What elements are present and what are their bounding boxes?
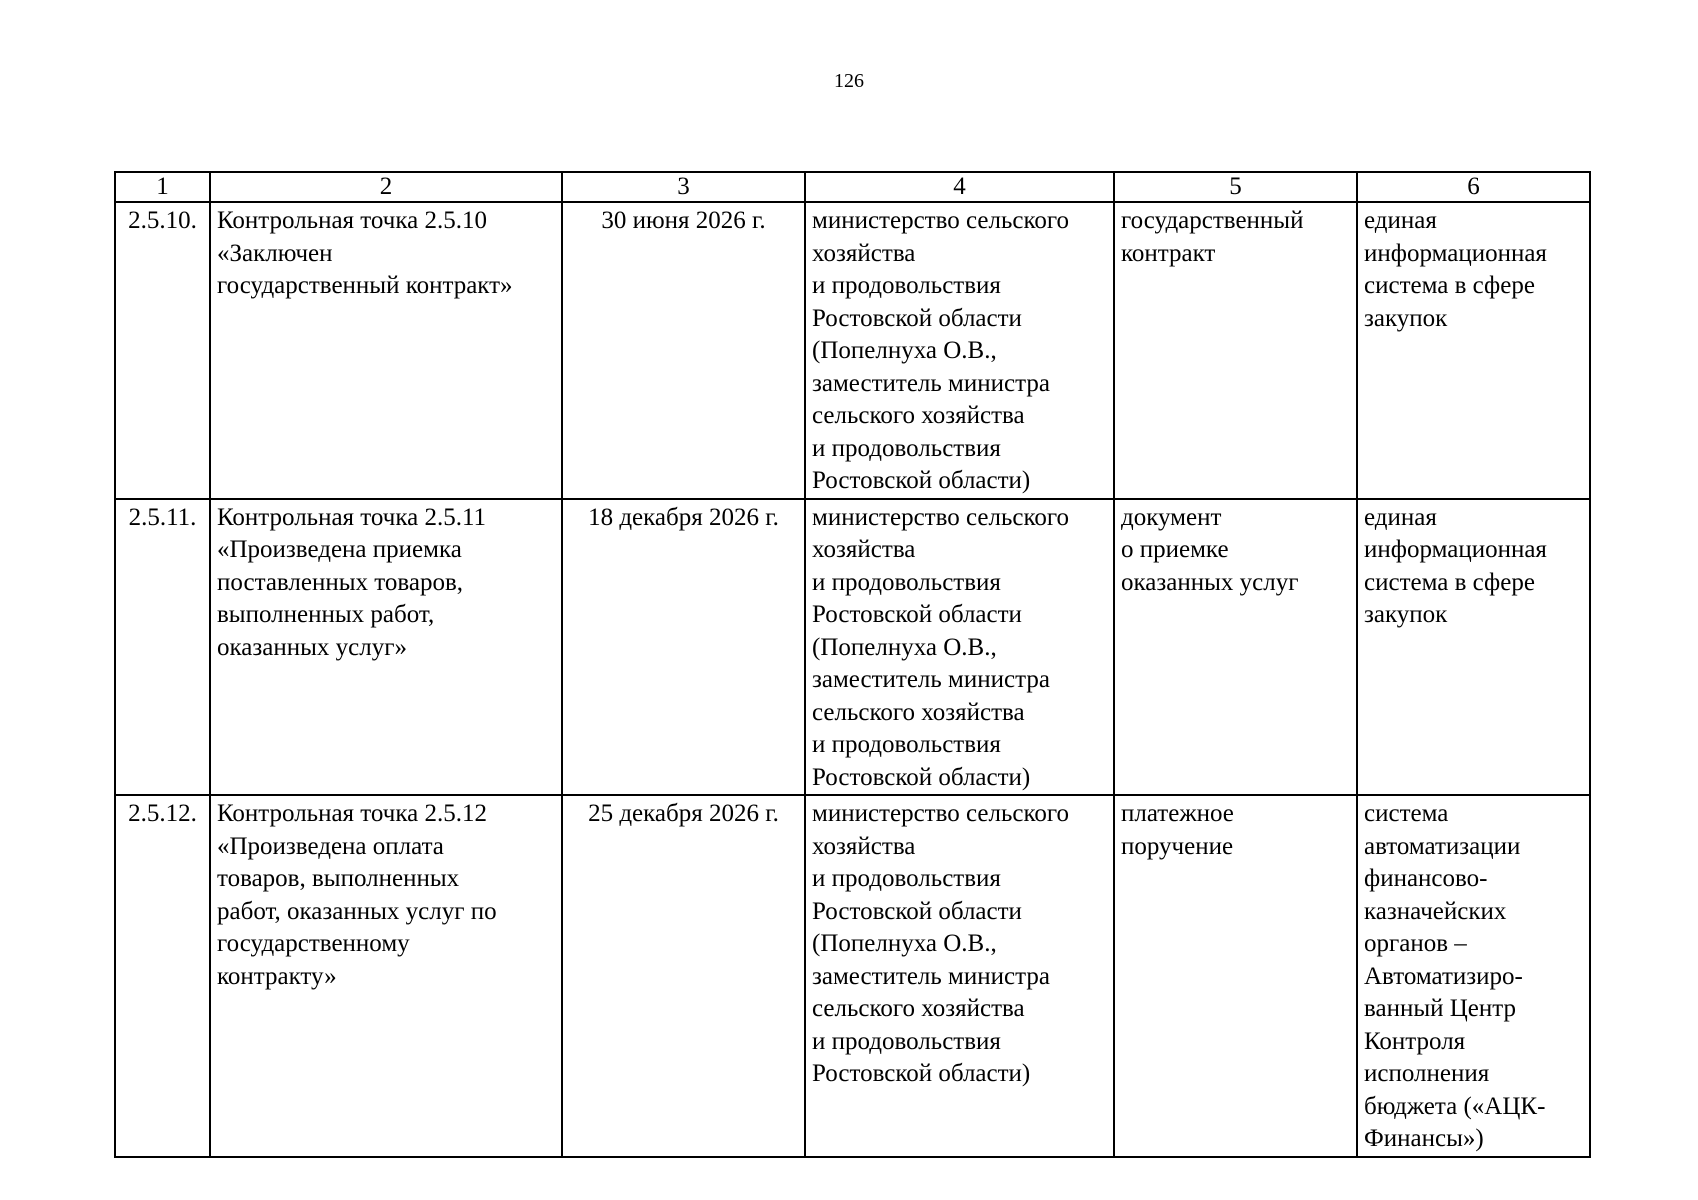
information-system-line: казначейских <box>1364 897 1507 925</box>
information-system-line: органов – <box>1364 930 1467 957</box>
responsible-executor-line: и продовольствия <box>812 434 1001 462</box>
confirming-document-line: контракт <box>1121 239 1216 267</box>
control-point-name-line: работ, оказанных услуг по <box>217 897 497 925</box>
responsible-executor-line: и продовольствия <box>812 568 1001 596</box>
confirming-document-line: документ <box>1121 503 1222 531</box>
information-system-line: Автоматизиро- <box>1364 962 1523 990</box>
information-system-line: информационная <box>1364 536 1547 563</box>
control-point-name-line: Контрольная точка 2.5.12 <box>217 800 487 827</box>
column-header-2: 2 <box>210 172 562 202</box>
control-point-name-cell <box>210 202 562 499</box>
responsible-executor-line: Ростовской области) <box>812 763 1031 791</box>
control-point-name-cell <box>210 795 562 1157</box>
control-point-name-line: «Произведена оплата <box>217 832 444 860</box>
responsible-executor-line: хозяйства <box>812 832 916 860</box>
control-points-table <box>114 171 1591 1158</box>
information-system-line: единая <box>1364 503 1437 531</box>
confirming-document-cell <box>1114 795 1357 1157</box>
information-system-line: Финансы») <box>1364 1125 1484 1152</box>
page-number: 126 <box>834 70 864 92</box>
control-point-name-line: Контрольная точка 2.5.10 <box>217 207 487 234</box>
control-point-date-cell: 18 декабря 2026 г. <box>562 499 805 796</box>
information-system-line: система в сфере <box>1364 272 1535 299</box>
control-point-name-line: контракту» <box>217 962 337 990</box>
control-point-name-line: государственный контракт» <box>217 272 513 299</box>
confirming-document-line: о приемке <box>1121 536 1229 563</box>
control-point-name-line: «Заключен <box>217 239 333 267</box>
control-point-name-line: выполненных работ, <box>217 601 435 628</box>
header-row <box>115 172 1590 202</box>
confirming-document-cell <box>1114 202 1357 499</box>
information-system-cell <box>1357 499 1590 796</box>
control-point-name-line: «Произведена приемка <box>217 536 462 563</box>
responsible-executor-cell <box>805 499 1114 796</box>
information-system-cell <box>1357 795 1590 1157</box>
information-system-line: закупок <box>1364 304 1448 332</box>
column-header-1: 1 <box>115 172 210 202</box>
information-system-line: система в сфере <box>1364 568 1535 596</box>
column-header-3: 3 <box>562 172 805 202</box>
column-header-4: 4 <box>805 172 1114 202</box>
responsible-executor-line: сельского хозяйства <box>812 402 1025 429</box>
column-header-5: 5 <box>1114 172 1357 202</box>
responsible-executor-line: заместитель министра <box>812 369 1050 397</box>
information-system-line: информационная <box>1364 239 1547 267</box>
responsible-executor-line: (Попелнуха О.В., <box>812 633 997 661</box>
responsible-executor-line: и продовольствия <box>812 1027 1001 1055</box>
information-system-line: ванный Центр <box>1364 995 1517 1022</box>
control-point-name-line: поставленных товаров, <box>217 568 463 596</box>
confirming-document-line: поручение <box>1121 832 1234 860</box>
responsible-executor-line: Ростовской области <box>812 897 1022 925</box>
control-point-date-cell: 30 июня 2026 г. <box>562 202 805 499</box>
information-system-line: закупок <box>1364 601 1448 628</box>
responsible-executor-cell <box>805 202 1114 499</box>
information-system-cell <box>1357 202 1590 499</box>
confirming-document-line: оказанных услуг <box>1121 568 1299 596</box>
responsible-executor-line: и продовольствия <box>812 731 1001 758</box>
responsible-executor-line: сельского хозяйства <box>812 995 1025 1022</box>
responsible-executor-line: и продовольствия <box>812 272 1001 299</box>
control-point-name-line: Контрольная точка 2.5.11 <box>217 503 487 531</box>
responsible-executor-line: Ростовской области <box>812 304 1022 332</box>
responsible-executor-line: заместитель министра <box>812 666 1050 693</box>
information-system-line: Контроля <box>1364 1027 1466 1055</box>
control-point-name-cell <box>210 499 562 796</box>
information-system-line: автоматизации <box>1364 832 1521 860</box>
responsible-executor-line: сельского хозяйства <box>812 698 1025 726</box>
information-system-line: бюджета («АЦК- <box>1364 1092 1546 1120</box>
information-system-line: исполнения <box>1364 1060 1490 1087</box>
confirming-document-line: платежное <box>1121 800 1234 827</box>
table-row <box>115 202 1590 499</box>
responsible-executor-line: (Попелнуха О.В., <box>812 337 997 364</box>
responsible-executor-line: министерство сельского <box>812 207 1069 234</box>
information-system-line: финансово- <box>1364 865 1488 892</box>
information-system-line: единая <box>1364 207 1437 234</box>
control-point-name-line: государственному <box>217 930 410 957</box>
table-row <box>115 795 1590 1157</box>
responsible-executor-line: заместитель министра <box>812 962 1050 990</box>
responsible-executor-line: и продовольствия <box>812 865 1001 892</box>
control-point-date-cell: 25 декабря 2026 г. <box>562 795 805 1157</box>
responsible-executor-line: хозяйства <box>812 536 916 563</box>
responsible-executor-line: министерство сельского <box>812 800 1069 827</box>
row-number-cell: 2.5.10. <box>115 202 210 499</box>
responsible-executor-line: (Попелнуха О.В., <box>812 930 997 957</box>
row-number-cell: 2.5.11. <box>115 499 210 796</box>
table-header <box>115 172 1590 202</box>
responsible-executor-line: Ростовской области) <box>812 1060 1031 1087</box>
responsible-executor-line: Ростовской области <box>812 601 1022 628</box>
responsible-executor-line: министерство сельского <box>812 503 1069 531</box>
table-body <box>115 202 1590 1157</box>
confirming-document-line: государственный <box>1121 207 1304 234</box>
control-point-name-line: оказанных услуг» <box>217 633 407 661</box>
information-system-line: система <box>1364 800 1449 827</box>
row-number-cell: 2.5.12. <box>115 795 210 1157</box>
control-point-name-line: товаров, выполненных <box>217 865 460 892</box>
confirming-document-cell <box>1114 499 1357 796</box>
responsible-executor-line: хозяйства <box>812 239 916 267</box>
table-row <box>115 499 1590 796</box>
column-header-6: 6 <box>1357 172 1590 202</box>
responsible-executor-cell <box>805 795 1114 1157</box>
responsible-executor-line: Ростовской области) <box>812 467 1031 494</box>
